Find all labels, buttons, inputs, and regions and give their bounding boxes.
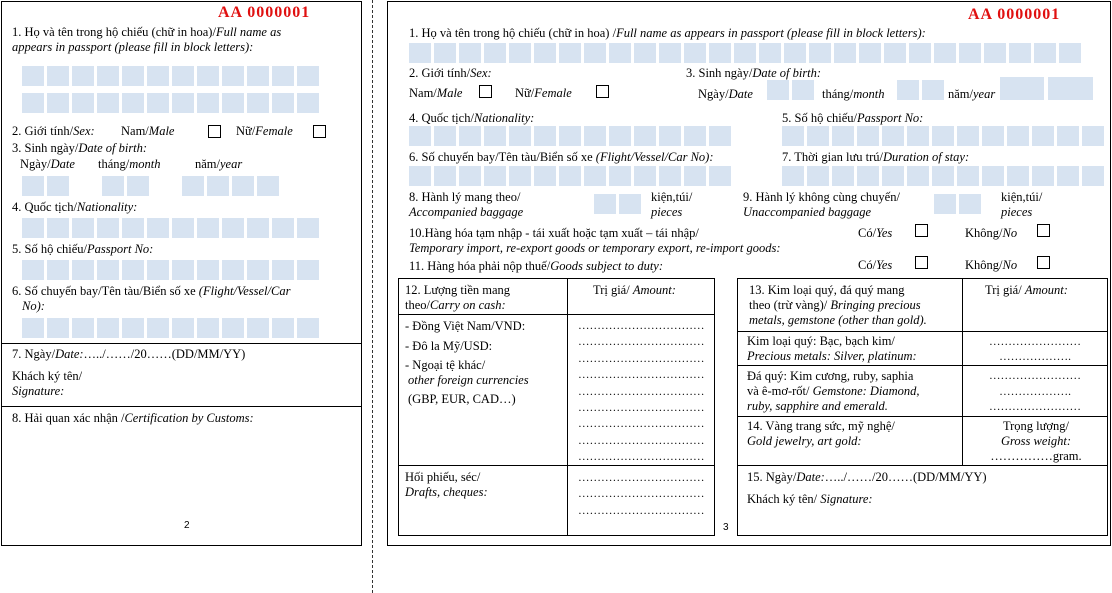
- right-q6-label: 6. Số chuyến bay/Tên tàu/Biển số xe (Flight/Vessel/Car No):: [409, 150, 714, 164]
- right-q5-label: 5. Số hộ chiếu/Passport No:: [782, 111, 924, 125]
- input-cell[interactable]: [934, 194, 956, 214]
- right-q8-label: 8. Hành lý mang theo/ Accompanied baggage: [409, 190, 524, 219]
- input-cell[interactable]: [634, 166, 656, 186]
- input-cell[interactable]: [122, 93, 144, 113]
- input-cell[interactable]: [409, 126, 431, 146]
- input-cell[interactable]: [72, 318, 94, 338]
- input-cell[interactable]: [982, 166, 1004, 186]
- input-cell[interactable]: [97, 260, 119, 280]
- input-cell[interactable]: [47, 318, 69, 338]
- input-cell[interactable]: [72, 66, 94, 86]
- input-cell[interactable]: [172, 218, 194, 238]
- left-q3-year-label: năm/year: [195, 157, 243, 171]
- input-cell[interactable]: [247, 318, 269, 338]
- left-name-cells-row1[interactable]: [22, 66, 319, 86]
- input-cell[interactable]: [72, 260, 94, 280]
- input-cell[interactable]: [484, 43, 506, 63]
- input-cell[interactable]: [197, 318, 219, 338]
- dotline: ……………………………: [578, 488, 705, 501]
- right-q11-yes: Có/Yes: [858, 258, 893, 272]
- right-q10-yes-checkbox[interactable]: [915, 224, 928, 237]
- input-cell[interactable]: [97, 93, 119, 113]
- t13-amount-header: Trị giá/ Amount:: [985, 283, 1068, 297]
- input-cell[interactable]: [147, 93, 169, 113]
- input-cell[interactable]: [247, 218, 269, 238]
- input-cell[interactable]: [1034, 43, 1056, 63]
- input-cell[interactable]: [957, 166, 979, 186]
- input-cell[interactable]: [984, 43, 1006, 63]
- input-cell[interactable]: [434, 43, 456, 63]
- left-divider-1: [1, 343, 361, 344]
- input-cell[interactable]: [559, 43, 581, 63]
- input-cell[interactable]: [782, 126, 804, 146]
- cash-table-col-divider: [567, 278, 568, 536]
- input-cell[interactable]: [834, 43, 856, 63]
- input-cell[interactable]: [584, 166, 606, 186]
- input-cell[interactable]: [97, 318, 119, 338]
- left-q7-signature: Khách ký tên/ Signature:: [12, 369, 83, 398]
- left-q2-female: Nữ/Female: [236, 124, 293, 138]
- right-q11-no-checkbox[interactable]: [1037, 256, 1050, 269]
- input-cell[interactable]: [297, 260, 319, 280]
- t14-weight: Trọng lượng/ Gross weight: ……………gram.: [990, 419, 1082, 463]
- input-cell[interactable]: [594, 194, 616, 214]
- input-cell[interactable]: [97, 66, 119, 86]
- dotline: ……………….: [999, 385, 1071, 398]
- dotline: ……………………………: [578, 402, 705, 415]
- t14-label: 14. Vàng trang sức, mỹ nghệ/ Gold jewelry, art gold:: [747, 419, 895, 448]
- input-cell[interactable]: [767, 80, 789, 100]
- input-cell[interactable]: [272, 66, 294, 86]
- input-cell[interactable]: [197, 93, 219, 113]
- input-cell[interactable]: [257, 176, 279, 196]
- input-cell[interactable]: [22, 218, 44, 238]
- left-q3-label: 3. Sinh ngày/Date of birth:: [12, 141, 148, 155]
- input-cell[interactable]: [127, 176, 149, 196]
- left-q6-label: 6. Số chuyến bay/Tên tàu/Biển số xe (Flight/Vessel/Car No):: [12, 284, 291, 313]
- dotline: ……………………: [989, 336, 1081, 348]
- input-cell[interactable]: [1032, 126, 1054, 146]
- input-cell[interactable]: [122, 66, 144, 86]
- left-divider-2: [1, 406, 361, 407]
- input-cell[interactable]: [147, 318, 169, 338]
- dotline: ……………………………: [578, 504, 705, 517]
- input-cell[interactable]: [509, 43, 531, 63]
- serial-number-left: AA 0000001: [218, 4, 311, 21]
- t12-header: 12. Lượng tiền mang theo/Carry on cash:: [405, 283, 511, 312]
- input-cell[interactable]: [659, 166, 681, 186]
- input-cell[interactable]: [484, 126, 506, 146]
- input-cell[interactable]: [297, 93, 319, 113]
- input-cell[interactable]: [459, 43, 481, 63]
- input-cell[interactable]: [1057, 126, 1079, 146]
- right-passport-cells[interactable]: [782, 126, 1104, 146]
- input-cell[interactable]: [409, 43, 431, 63]
- right-name-cells[interactable]: [409, 43, 1081, 63]
- input-cell[interactable]: [147, 218, 169, 238]
- input-cell[interactable]: [907, 126, 929, 146]
- left-female-checkbox[interactable]: [313, 125, 326, 138]
- t15-signature: Khách ký tên/ Signature:: [747, 492, 873, 506]
- serial-number-right: AA 0000001: [968, 6, 1061, 23]
- input-cell[interactable]: [807, 166, 829, 186]
- right-q10-no: Không/No: [965, 226, 1018, 240]
- input-cell[interactable]: [609, 166, 631, 186]
- dotline: ……………………………: [578, 434, 705, 447]
- input-cell[interactable]: [832, 166, 854, 186]
- right-q10-yes: Có/Yes: [858, 226, 893, 240]
- dotline: ……………………………: [578, 451, 705, 464]
- input-cell[interactable]: [1082, 126, 1104, 146]
- left-q7-label: 7. Ngày/Date:…../……/20……(DD/MM/YY): [12, 347, 246, 361]
- input-cell[interactable]: [197, 260, 219, 280]
- input-cell[interactable]: [232, 176, 254, 196]
- input-cell[interactable]: [609, 43, 631, 63]
- right-q10-no-checkbox[interactable]: [1037, 224, 1050, 237]
- t12-usd: - Đô la Mỹ/USD:: [405, 339, 493, 353]
- input-cell[interactable]: [122, 318, 144, 338]
- left-q1-label: 1. Họ và tên trong hộ chiếu (chữ in hoa)/Full name as appears in passport (please fill in block letters):: [12, 25, 282, 54]
- left-dob-year-cells[interactable]: [182, 176, 279, 196]
- input-cell[interactable]: [272, 93, 294, 113]
- dotline: ……………………: [989, 401, 1081, 413]
- right-male-checkbox[interactable]: [479, 85, 492, 98]
- input-cell[interactable]: [809, 43, 831, 63]
- dotline: ……………………………: [578, 369, 705, 382]
- t12-drafts: Hối phiếu, séc/ Drafts, cheques:: [405, 470, 488, 499]
- input-cell[interactable]: [197, 66, 219, 86]
- left-page-number: 2: [184, 520, 190, 531]
- input-cell[interactable]: [509, 166, 531, 186]
- valuables-line-4: [737, 465, 1108, 466]
- input-cell[interactable]: [1082, 166, 1104, 186]
- input-cell[interactable]: [959, 194, 981, 214]
- right-q3-month-label: tháng/month: [822, 87, 885, 101]
- input-cell[interactable]: [1059, 43, 1081, 63]
- input-cell[interactable]: [222, 218, 244, 238]
- input-cell[interactable]: [222, 260, 244, 280]
- input-cell[interactable]: [172, 318, 194, 338]
- input-cell[interactable]: [22, 318, 44, 338]
- right-baggage-cells[interactable]: [594, 194, 641, 214]
- right-q2-female: Nữ/Female: [515, 86, 572, 100]
- input-cell[interactable]: [47, 260, 69, 280]
- dotline: ……………………………: [578, 336, 705, 349]
- input-cell[interactable]: [122, 260, 144, 280]
- input-cell[interactable]: [459, 126, 481, 146]
- right-nationality-cells[interactable]: [409, 126, 731, 146]
- input-cell[interactable]: [734, 43, 756, 63]
- right-q4-label: 4. Quốc tịch/Nationality:: [409, 111, 535, 125]
- input-cell[interactable]: [272, 318, 294, 338]
- input-cell[interactable]: [857, 126, 879, 146]
- input-cell[interactable]: [882, 166, 904, 186]
- input-cell[interactable]: [857, 166, 879, 186]
- left-nationality-cells[interactable]: [22, 218, 319, 238]
- input-cell[interactable]: [22, 66, 44, 86]
- input-cell[interactable]: [932, 166, 954, 186]
- input-cell[interactable]: [659, 43, 681, 63]
- right-q11-label: 11. Hàng hóa phải nộp thuế/Goods subject to duty:: [409, 259, 664, 273]
- left-q2-male: Nam/Male: [121, 124, 175, 138]
- input-cell[interactable]: [684, 126, 706, 146]
- valuables-line-2: [737, 365, 1108, 366]
- input-cell[interactable]: [47, 218, 69, 238]
- input-cell[interactable]: [934, 43, 956, 63]
- input-cell[interactable]: [147, 66, 169, 86]
- right-dob-year-box-1[interactable]: [1000, 77, 1044, 100]
- input-cell[interactable]: [484, 166, 506, 186]
- right-q3-date-label: Ngày/Date: [698, 87, 753, 101]
- input-cell[interactable]: [297, 318, 319, 338]
- right-q9-label: 9. Hành lý không cùng chuyến/ Unaccompanied baggage: [743, 190, 900, 219]
- t12-amount-header: Trị giá/ Amount:: [593, 283, 676, 297]
- input-cell[interactable]: [909, 43, 931, 63]
- input-cell[interactable]: [782, 166, 804, 186]
- input-cell[interactable]: [1032, 166, 1054, 186]
- input-cell[interactable]: [22, 176, 44, 196]
- dotline: ……………………: [989, 370, 1081, 382]
- right-dob-month-cells[interactable]: [897, 80, 944, 100]
- input-cell[interactable]: [197, 218, 219, 238]
- input-cell[interactable]: [897, 80, 919, 100]
- right-female-checkbox[interactable]: [596, 85, 609, 98]
- input-cell[interactable]: [172, 66, 194, 86]
- right-duration-cells[interactable]: [782, 166, 1104, 186]
- t13-gem: Đá quý: Kim cương, ruby, saphia và ê-mơ-rốt/ Gemstone: Diamond, ruby, sapphire and emerald.: [747, 369, 920, 413]
- dotline: ……………………………: [578, 418, 705, 431]
- left-dob-month-cells[interactable]: [102, 176, 149, 196]
- right-q2-male: Nam/Male: [409, 86, 463, 100]
- input-cell[interactable]: [609, 126, 631, 146]
- dotline: ……………….: [999, 351, 1071, 363]
- input-cell[interactable]: [1057, 166, 1079, 186]
- left-q2-label: 2. Giới tính/Sex:: [12, 124, 95, 138]
- right-q10-label: 10.Hàng hóa tạm nhập - tái xuất hoặc tạm xuất – tái nhập/ Temporary import, re-export goods or temporary export, re-import goods:: [409, 226, 781, 255]
- input-cell[interactable]: [884, 43, 906, 63]
- t15-date: 15. Ngày/Date:…../……/20……(DD/MM/YY): [747, 470, 987, 484]
- input-cell[interactable]: [634, 43, 656, 63]
- input-cell[interactable]: [297, 66, 319, 86]
- input-cell[interactable]: [832, 126, 854, 146]
- input-cell[interactable]: [1007, 166, 1029, 186]
- dotline: ……………………………: [578, 385, 705, 398]
- input-cell[interactable]: [922, 80, 944, 100]
- t12-vnd: - Đồng Việt Nam/VND:: [405, 319, 526, 333]
- input-cell[interactable]: [247, 260, 269, 280]
- input-cell[interactable]: [584, 43, 606, 63]
- input-cell[interactable]: [172, 260, 194, 280]
- input-cell[interactable]: [272, 260, 294, 280]
- input-cell[interactable]: [222, 318, 244, 338]
- input-cell[interactable]: [409, 166, 431, 186]
- input-cell[interactable]: [122, 218, 144, 238]
- input-cell[interactable]: [272, 218, 294, 238]
- valuables-col-divider: [962, 278, 963, 465]
- input-cell[interactable]: [534, 166, 556, 186]
- input-cell[interactable]: [1009, 43, 1031, 63]
- cash-table-header-line: [398, 314, 715, 315]
- input-cell[interactable]: [907, 166, 929, 186]
- input-cell[interactable]: [222, 93, 244, 113]
- left-q8-label: 8. Hải quan xác nhận /Certification by Customs:: [12, 411, 254, 425]
- t13-gem-dotlines[interactable]: [975, 369, 1095, 416]
- input-cell[interactable]: [1007, 126, 1029, 146]
- left-dob-day-cells[interactable]: [22, 176, 69, 196]
- input-cell[interactable]: [709, 126, 731, 146]
- input-cell[interactable]: [47, 93, 69, 113]
- right-q3-year-label: năm/year: [948, 87, 996, 101]
- t12-cash-dotlines[interactable]: [578, 318, 705, 466]
- right-q3-label: 3. Sinh ngày/Date of birth:: [686, 66, 822, 80]
- input-cell[interactable]: [247, 93, 269, 113]
- left-name-cells-row2[interactable]: [22, 93, 319, 113]
- input-cell[interactable]: [297, 218, 319, 238]
- input-cell[interactable]: [759, 43, 781, 63]
- input-cell[interactable]: [959, 43, 981, 63]
- input-cell[interactable]: [22, 260, 44, 280]
- input-cell[interactable]: [559, 166, 581, 186]
- right-q11-no: Không/No: [965, 258, 1018, 272]
- left-q3-month-label: tháng/month: [98, 157, 161, 171]
- input-cell[interactable]: [619, 194, 641, 214]
- fold-line: [372, 0, 373, 593]
- t12-drafts-dotlines[interactable]: [578, 470, 705, 519]
- input-cell[interactable]: [559, 126, 581, 146]
- t13-metal-dotlines[interactable]: [975, 335, 1095, 365]
- left-q4-label: 4. Quốc tịch/Nationality:: [12, 200, 138, 214]
- left-passport-cells[interactable]: [22, 260, 319, 280]
- input-cell[interactable]: [222, 66, 244, 86]
- input-cell[interactable]: [784, 43, 806, 63]
- t12-other: - Ngoại tệ khác/ other foreign currencies (GBP, EUR, CAD…): [405, 358, 529, 406]
- input-cell[interactable]: [434, 166, 456, 186]
- input-cell[interactable]: [434, 126, 456, 146]
- dotline: ……………………………: [578, 320, 705, 332]
- input-cell[interactable]: [534, 43, 556, 63]
- input-cell[interactable]: [47, 176, 69, 196]
- right-q8-unit: kiện,túi/ pieces: [651, 190, 693, 219]
- right-flight-cells[interactable]: [409, 166, 731, 186]
- right-dob-year-box-2[interactable]: [1048, 77, 1093, 100]
- input-cell[interactable]: [882, 126, 904, 146]
- right-page-number: 3: [723, 522, 729, 533]
- right-q7-label: 7. Thời gian lưu trú/Duration of stay:: [782, 150, 970, 164]
- right-dob-day-cells[interactable]: [767, 80, 814, 100]
- input-cell[interactable]: [207, 176, 229, 196]
- dotline: ……………………………: [578, 352, 705, 365]
- right-q1-label: 1. Họ và tên trong hộ chiếu (chữ in hoa) /Full name as appears in passport (please fill in block letters):: [409, 26, 926, 40]
- input-cell[interactable]: [147, 260, 169, 280]
- input-cell[interactable]: [932, 126, 954, 146]
- input-cell[interactable]: [684, 43, 706, 63]
- input-cell[interactable]: [509, 126, 531, 146]
- left-q3-date-label: Ngày/Date: [20, 157, 75, 171]
- input-cell[interactable]: [459, 166, 481, 186]
- input-cell[interactable]: [72, 93, 94, 113]
- input-cell[interactable]: [634, 126, 656, 146]
- left-male-checkbox[interactable]: [208, 125, 221, 138]
- input-cell[interactable]: [22, 93, 44, 113]
- input-cell[interactable]: [709, 43, 731, 63]
- valuables-line-1: [737, 331, 1108, 332]
- input-cell[interactable]: [102, 176, 124, 196]
- input-cell[interactable]: [982, 126, 1004, 146]
- valuables-line-3: [737, 416, 1108, 417]
- input-cell[interactable]: [247, 66, 269, 86]
- input-cell[interactable]: [859, 43, 881, 63]
- input-cell[interactable]: [584, 126, 606, 146]
- input-cell[interactable]: [792, 80, 814, 100]
- left-flight-cells[interactable]: [22, 318, 319, 338]
- input-cell[interactable]: [684, 166, 706, 186]
- input-cell[interactable]: [659, 126, 681, 146]
- input-cell[interactable]: [709, 166, 731, 186]
- t13-metal: Kim loại quý: Bạc, bạch kim/ Precious metals: Silver, platinum:: [747, 334, 917, 363]
- input-cell[interactable]: [534, 126, 556, 146]
- input-cell[interactable]: [807, 126, 829, 146]
- input-cell[interactable]: [957, 126, 979, 146]
- t13-header: 13. Kim loại quý, đá quý mang theo (trừ vàng)/ Bringing precious metals, gemstone (other than gold).: [749, 283, 927, 327]
- input-cell[interactable]: [97, 218, 119, 238]
- dotline: ……………………………: [578, 472, 705, 484]
- input-cell[interactable]: [182, 176, 204, 196]
- left-q5-label: 5. Số hộ chiếu/Passport No:: [12, 242, 154, 256]
- input-cell[interactable]: [47, 66, 69, 86]
- input-cell[interactable]: [72, 218, 94, 238]
- input-cell[interactable]: [172, 93, 194, 113]
- right-q11-yes-checkbox[interactable]: [915, 256, 928, 269]
- right-q9-unit: kiện,túi/ pieces: [1001, 190, 1043, 219]
- right-unaccompanied-cells[interactable]: [934, 194, 981, 214]
- right-q2-label: 2. Giới tính/Sex:: [409, 66, 492, 80]
